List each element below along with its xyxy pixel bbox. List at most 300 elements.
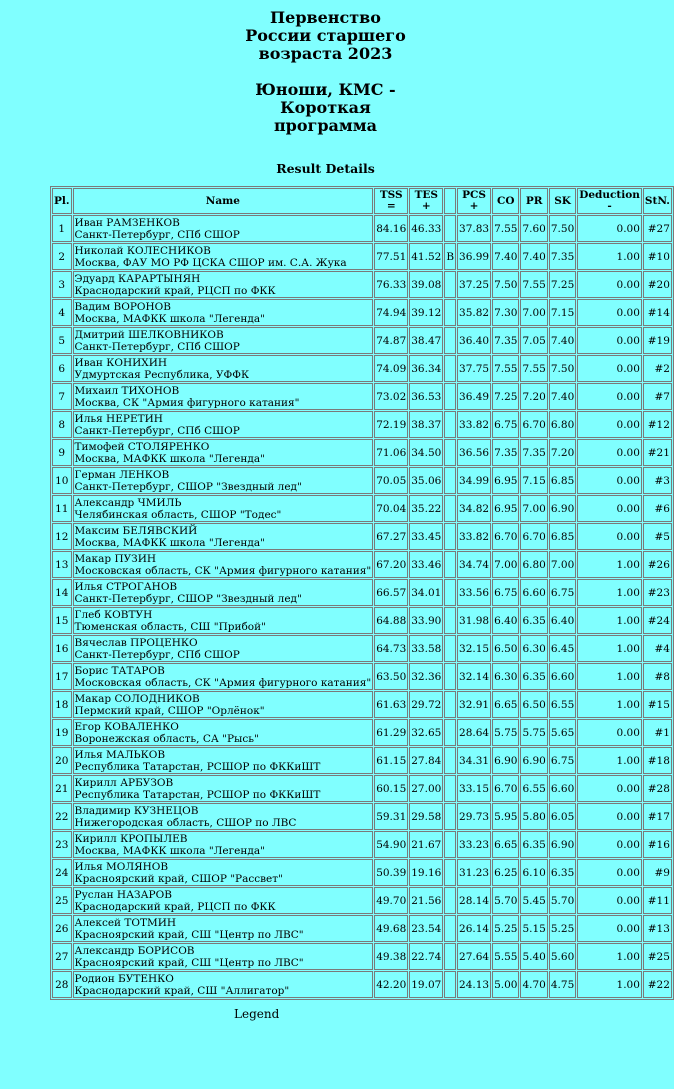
pcs-cell: 36.99 <box>457 243 491 270</box>
name-cell <box>73 327 374 354</box>
flag-cell <box>444 607 456 634</box>
name-cell <box>73 299 374 326</box>
skater-name[interactable]: Александр БОРИСОВ <box>74 944 195 957</box>
skater-name[interactable]: Руслан НАЗАРОВ <box>74 888 172 901</box>
skater-name[interactable]: Илья МОЛЯНОВ <box>74 860 169 873</box>
skater-club: Воронежская область, СА "Рысь" <box>74 732 259 745</box>
tss-cell: 60.15 <box>374 775 408 802</box>
tes-cell: 33.58 <box>409 635 443 662</box>
deduction-cell: 0.00 <box>577 467 642 494</box>
tes-cell: 39.08 <box>409 271 443 298</box>
skater-name[interactable]: Кирилл КРОПЫЛЕВ <box>74 832 188 845</box>
deduction-cell: 0.00 <box>577 383 642 410</box>
pr-cell: 6.35 <box>520 831 547 858</box>
flag-cell <box>444 663 456 690</box>
start-number-cell: #2 <box>643 355 672 382</box>
deduction-cell: 1.00 <box>577 663 642 690</box>
skater-name[interactable]: Максим БЕЛЯВСКИЙ <box>74 524 198 537</box>
flag-cell <box>444 747 456 774</box>
skater-name[interactable]: Михаил ТИХОНОВ <box>74 384 180 397</box>
tss-cell: 71.06 <box>374 439 408 466</box>
place-cell: 3 <box>52 271 72 298</box>
name-cell <box>73 411 374 438</box>
sk-cell: 7.25 <box>549 271 576 298</box>
table-row <box>52 495 672 522</box>
table-row <box>52 691 672 718</box>
co-cell: 5.55 <box>492 943 519 970</box>
skater-name[interactable]: Кирилл АРБУЗОВ <box>74 776 174 789</box>
header-sk: SK <box>549 188 576 214</box>
skater-club: Республика Татарстан, РСШОР по ФККиШТ <box>74 760 321 773</box>
tss-cell: 64.88 <box>374 607 408 634</box>
co-cell: 7.55 <box>492 215 519 242</box>
deduction-cell: 1.00 <box>577 971 642 998</box>
pr-cell: 7.55 <box>520 355 547 382</box>
start-number-cell: #14 <box>643 299 672 326</box>
sk-cell: 7.50 <box>549 355 576 382</box>
co-cell: 7.55 <box>492 355 519 382</box>
results-table <box>50 186 674 1000</box>
skater-name[interactable]: Илья СТРОГАНОВ <box>74 580 178 593</box>
tes-cell: 38.47 <box>409 327 443 354</box>
tes-cell: 33.46 <box>409 551 443 578</box>
deduction-cell: 0.00 <box>577 887 642 914</box>
skater-name[interactable]: Иван РАМЗЕНКОВ <box>74 216 180 229</box>
place-cell: 27 <box>52 943 72 970</box>
start-number-cell: #16 <box>643 831 672 858</box>
skater-club: Москва, СК "Армия фигурного катания" <box>74 396 300 409</box>
pr-cell: 7.40 <box>520 243 547 270</box>
skater-club: Москва, МАФКК школа "Легенда" <box>74 312 265 325</box>
sk-cell: 7.00 <box>549 551 576 578</box>
pcs-cell: 35.82 <box>457 299 491 326</box>
pr-cell: 5.15 <box>520 915 547 942</box>
pcs-cell: 34.99 <box>457 467 491 494</box>
header-stn: StN. <box>643 188 672 214</box>
header-pr: PR <box>520 188 547 214</box>
sk-cell: 4.75 <box>549 971 576 998</box>
skater-name[interactable]: Николай КОЛЕСНИКОВ <box>74 244 211 257</box>
flag-cell <box>444 775 456 802</box>
skater-name[interactable]: Егор КОВАЛЕНКО <box>74 720 179 733</box>
tss-cell: 50.39 <box>374 859 408 886</box>
tss-cell: 66.57 <box>374 579 408 606</box>
name-cell <box>73 803 374 830</box>
pcs-cell: 33.82 <box>457 523 491 550</box>
result-details-heading: Result Details <box>276 161 375 176</box>
deduction-cell: 0.00 <box>577 803 642 830</box>
table-row <box>52 915 672 942</box>
place-cell: 17 <box>52 663 72 690</box>
place-cell: 5 <box>52 327 72 354</box>
skater-name[interactable]: Дмитрий ШЕЛКОВНИКОВ <box>74 328 224 341</box>
name-cell <box>73 663 374 690</box>
tss-cell: 49.70 <box>374 887 408 914</box>
tes-cell: 29.58 <box>409 803 443 830</box>
name-cell <box>73 831 374 858</box>
pcs-cell: 28.14 <box>457 887 491 914</box>
co-cell: 6.65 <box>492 691 519 718</box>
tss-cell: 76.33 <box>374 271 408 298</box>
skater-name[interactable]: Александр ЧМИЛЬ <box>74 496 182 509</box>
table-row <box>52 887 672 914</box>
sk-cell: 7.40 <box>549 327 576 354</box>
pr-cell: 6.30 <box>520 635 547 662</box>
skater-name[interactable]: Владимир КУЗНЕЦОВ <box>74 804 199 817</box>
start-number-cell: #3 <box>643 467 672 494</box>
pr-cell: 6.10 <box>520 859 547 886</box>
deduction-cell: 0.00 <box>577 523 642 550</box>
tss-cell: 59.31 <box>374 803 408 830</box>
name-cell <box>73 495 374 522</box>
name-cell <box>73 691 374 718</box>
sk-cell: 6.85 <box>549 523 576 550</box>
place-cell: 8 <box>52 411 72 438</box>
start-number-cell: #20 <box>643 271 672 298</box>
tss-cell: 73.02 <box>374 383 408 410</box>
deduction-cell: 1.00 <box>577 551 642 578</box>
deduction-cell: 1.00 <box>577 691 642 718</box>
co-cell: 6.95 <box>492 467 519 494</box>
name-cell <box>73 215 374 242</box>
skater-club: Московская область, СК "Армия фигурного катания" <box>74 676 372 689</box>
deduction-cell: 0.00 <box>577 439 642 466</box>
tes-cell: 23.54 <box>409 915 443 942</box>
place-cell: 22 <box>52 803 72 830</box>
table-row <box>52 299 672 326</box>
start-number-cell: #19 <box>643 327 672 354</box>
table-row <box>52 831 672 858</box>
flag-cell <box>444 467 456 494</box>
sk-cell: 5.25 <box>549 915 576 942</box>
pcs-cell: 32.91 <box>457 691 491 718</box>
tes-cell: 19.16 <box>409 859 443 886</box>
sk-cell: 6.75 <box>549 579 576 606</box>
skater-name[interactable]: Макар ПУЗИН <box>74 552 157 565</box>
start-number-cell: #4 <box>643 635 672 662</box>
header-pl: Pl. <box>52 188 72 214</box>
deduction-cell: 0.00 <box>577 215 642 242</box>
start-number-cell: #27 <box>643 215 672 242</box>
tes-cell: 46.33 <box>409 215 443 242</box>
skater-name[interactable]: Вячеслав ПРОЦЕНКО <box>74 636 198 649</box>
pr-cell: 7.60 <box>520 215 547 242</box>
flag-cell <box>444 439 456 466</box>
table-row <box>52 243 672 270</box>
place-cell: 13 <box>52 551 72 578</box>
place-cell: 16 <box>52 635 72 662</box>
skater-name[interactable]: Борис ТАТАРОВ <box>74 664 165 677</box>
pcs-cell: 28.64 <box>457 719 491 746</box>
pcs-cell: 37.83 <box>457 215 491 242</box>
name-cell <box>73 887 374 914</box>
place-cell: 24 <box>52 859 72 886</box>
pr-cell: 7.00 <box>520 299 547 326</box>
pcs-cell: 33.56 <box>457 579 491 606</box>
place-cell: 1 <box>52 215 72 242</box>
sk-cell: 6.55 <box>549 691 576 718</box>
flag-cell <box>444 579 456 606</box>
pcs-cell: 34.82 <box>457 495 491 522</box>
co-cell: 6.90 <box>492 747 519 774</box>
skater-club: Пермский край, СШОР "Орлёнок" <box>74 704 265 717</box>
pcs-cell: 31.23 <box>457 859 491 886</box>
skater-club: Москва, МАФКК школа "Легенда" <box>74 844 265 857</box>
start-number-cell: #1 <box>643 719 672 746</box>
flag-cell <box>444 859 456 886</box>
skater-club: Московская область, СК "Армия фигурного катания" <box>74 564 372 577</box>
flag-cell <box>444 551 456 578</box>
place-cell: 11 <box>52 495 72 522</box>
table-row <box>52 775 672 802</box>
co-cell: 5.25 <box>492 915 519 942</box>
table-row <box>52 523 672 550</box>
tss-cell: 49.38 <box>374 943 408 970</box>
tss-cell: 61.63 <box>374 691 408 718</box>
sk-cell: 7.15 <box>549 299 576 326</box>
tes-cell: 19.07 <box>409 971 443 998</box>
flag-cell <box>444 523 456 550</box>
skater-club: Тюменская область, СШ "Прибой" <box>74 620 266 633</box>
header-row <box>52 188 672 214</box>
name-cell <box>73 719 374 746</box>
tss-cell: 67.20 <box>374 551 408 578</box>
tes-cell: 41.52 <box>409 243 443 270</box>
sk-cell: 6.80 <box>549 411 576 438</box>
name-cell <box>73 943 374 970</box>
flag-cell <box>444 495 456 522</box>
pr-cell: 7.35 <box>520 439 547 466</box>
tes-cell: 21.56 <box>409 887 443 914</box>
skater-club: Санкт-Петербург, СПб СШОР <box>74 648 240 661</box>
tes-cell: 32.36 <box>409 663 443 690</box>
co-cell: 5.00 <box>492 971 519 998</box>
pcs-cell: 27.64 <box>457 943 491 970</box>
tes-cell: 35.06 <box>409 467 443 494</box>
sk-cell: 6.40 <box>549 607 576 634</box>
name-cell <box>73 607 374 634</box>
flag-cell <box>444 271 456 298</box>
skater-name[interactable]: Илья НЕРЕТИН <box>74 412 163 425</box>
sk-cell: 5.70 <box>549 887 576 914</box>
table-row <box>52 747 672 774</box>
header-tes: TES + <box>409 188 443 214</box>
co-cell: 7.25 <box>492 383 519 410</box>
table-row <box>52 215 672 242</box>
tes-cell: 33.90 <box>409 607 443 634</box>
table-row <box>52 439 672 466</box>
flag-cell <box>444 299 456 326</box>
tes-cell: 34.50 <box>409 439 443 466</box>
tss-cell: 63.50 <box>374 663 408 690</box>
table-row <box>52 383 672 410</box>
tes-cell: 36.34 <box>409 355 443 382</box>
tss-cell: 74.09 <box>374 355 408 382</box>
sk-cell: 6.45 <box>549 635 576 662</box>
start-number-cell: #26 <box>643 551 672 578</box>
skater-name[interactable]: Илья МАЛЬКОВ <box>74 748 166 761</box>
deduction-cell: 1.00 <box>577 635 642 662</box>
tss-cell: 70.04 <box>374 495 408 522</box>
skater-name[interactable]: Вадим ВОРОНОВ <box>74 300 171 313</box>
table-row <box>52 411 672 438</box>
skater-club: Краснодарский край, РЦСП по ФКК <box>74 900 276 913</box>
flag-cell <box>444 355 456 382</box>
header-tss: TSS = <box>374 188 408 214</box>
co-cell: 6.70 <box>492 523 519 550</box>
pcs-cell: 32.14 <box>457 663 491 690</box>
name-cell <box>73 439 374 466</box>
start-number-cell: #15 <box>643 691 672 718</box>
pcs-cell: 33.23 <box>457 831 491 858</box>
flag-cell <box>444 635 456 662</box>
tes-cell: 21.67 <box>409 831 443 858</box>
pr-cell: 5.75 <box>520 719 547 746</box>
header-deduction: Deduction - <box>579 189 640 212</box>
deduction-cell: 1.00 <box>577 943 642 970</box>
pr-cell: 6.80 <box>520 551 547 578</box>
tss-cell: 77.51 <box>374 243 408 270</box>
skater-name[interactable]: Тимофей СТОЛЯРЕНКО <box>74 440 210 453</box>
co-cell: 7.00 <box>492 551 519 578</box>
place-cell: 12 <box>52 523 72 550</box>
tes-cell: 35.22 <box>409 495 443 522</box>
deduction-cell: 0.00 <box>577 327 642 354</box>
table-row <box>52 355 672 382</box>
pcs-cell: 34.31 <box>457 747 491 774</box>
co-cell: 7.40 <box>492 243 519 270</box>
skater-club: Санкт-Петербург, СПб СШОР <box>74 424 240 437</box>
skater-name[interactable]: Эдуард КАРАРТЫНЯН <box>74 272 201 285</box>
deduction-cell: 0.00 <box>577 411 642 438</box>
skater-club: Удмуртская Республика, УФФК <box>74 368 250 381</box>
name-cell <box>73 635 374 662</box>
pcs-cell: 33.82 <box>457 411 491 438</box>
results-body <box>52 215 672 998</box>
skater-club: Красноярский край, СШОР "Рассвет" <box>74 872 283 885</box>
deduction-cell: 0.00 <box>577 831 642 858</box>
skater-name[interactable]: Иван КОНИХИН <box>74 356 168 369</box>
start-number-cell: #23 <box>643 579 672 606</box>
tss-cell: 74.87 <box>374 327 408 354</box>
tss-cell: 67.27 <box>374 523 408 550</box>
name-cell <box>73 747 374 774</box>
start-number-cell: #21 <box>643 439 672 466</box>
table-row <box>52 551 672 578</box>
segment-title: Юноши, КМС - Короткая программа <box>255 80 396 135</box>
tss-cell: 74.94 <box>374 299 408 326</box>
co-cell: 6.50 <box>492 635 519 662</box>
place-cell: 28 <box>52 971 72 998</box>
flag-cell <box>444 215 456 242</box>
place-cell: 14 <box>52 579 72 606</box>
pr-cell: 7.00 <box>520 495 547 522</box>
pr-cell: 6.60 <box>520 579 547 606</box>
name-cell <box>73 355 374 382</box>
start-number-cell: #25 <box>643 943 672 970</box>
tes-cell: 34.01 <box>409 579 443 606</box>
pr-cell: 6.55 <box>520 775 547 802</box>
tes-cell: 36.53 <box>409 383 443 410</box>
name-cell <box>73 551 374 578</box>
tes-cell: 38.37 <box>409 411 443 438</box>
table-row <box>52 943 672 970</box>
pr-cell: 7.15 <box>520 467 547 494</box>
table-row <box>52 859 672 886</box>
table-row <box>52 971 672 998</box>
sk-cell: 6.05 <box>549 803 576 830</box>
pcs-cell: 36.56 <box>457 439 491 466</box>
table-row <box>52 663 672 690</box>
tss-cell: 61.29 <box>374 719 408 746</box>
skater-name[interactable]: Макар СОЛОДНИКОВ <box>74 692 200 705</box>
place-cell: 15 <box>52 607 72 634</box>
start-number-cell: #22 <box>643 971 672 998</box>
start-number-cell: #7 <box>643 383 672 410</box>
skater-club: Санкт-Петербург, СПб СШОР <box>74 340 240 353</box>
place-cell: 19 <box>52 719 72 746</box>
name-cell <box>73 915 374 942</box>
pr-cell: 7.55 <box>520 271 547 298</box>
tss-cell: 64.73 <box>374 635 408 662</box>
name-cell <box>73 383 374 410</box>
sk-cell: 6.60 <box>549 663 576 690</box>
flag-cell <box>444 887 456 914</box>
pr-cell: 6.35 <box>520 607 547 634</box>
pcs-cell: 31.98 <box>457 607 491 634</box>
name-cell <box>73 579 374 606</box>
start-number-cell: #11 <box>643 887 672 914</box>
place-cell: 6 <box>52 355 72 382</box>
sk-cell: 5.65 <box>549 719 576 746</box>
sk-cell: 7.20 <box>549 439 576 466</box>
pcs-cell: 37.25 <box>457 271 491 298</box>
skater-name[interactable]: Алексей ТОТМИН <box>74 916 177 929</box>
tss-cell: 61.15 <box>374 747 408 774</box>
sk-cell: 6.85 <box>549 467 576 494</box>
sk-cell: 7.50 <box>549 215 576 242</box>
co-cell: 6.75 <box>492 411 519 438</box>
table-row <box>52 327 672 354</box>
skater-club: Москва, МАФКК школа "Легенда" <box>74 452 265 465</box>
name-cell <box>73 467 374 494</box>
skater-name[interactable]: Родион БУТЕНКО <box>74 972 174 985</box>
flag-cell <box>444 327 456 354</box>
tes-cell: 33.45 <box>409 523 443 550</box>
skater-club: Санкт-Петербург, СШОР "Звездный лед" <box>74 592 302 605</box>
deduction-cell: 1.00 <box>577 607 642 634</box>
flag-cell <box>444 719 456 746</box>
deduction-cell: 0.00 <box>577 271 642 298</box>
skater-club: Санкт-Петербург, СШОР "Звездный лед" <box>74 480 302 493</box>
place-cell: 2 <box>52 243 72 270</box>
legend-link[interactable]: Legend <box>234 1007 280 1021</box>
name-cell <box>73 243 374 270</box>
skater-name[interactable]: Герман ЛЕНКОВ <box>74 468 170 481</box>
header-name: Name <box>73 188 374 214</box>
start-number-cell: #17 <box>643 803 672 830</box>
pr-cell: 6.70 <box>520 523 547 550</box>
tss-cell: 42.20 <box>374 971 408 998</box>
deduction-cell: 0.00 <box>577 915 642 942</box>
co-cell: 6.40 <box>492 607 519 634</box>
pr-cell: 5.80 <box>520 803 547 830</box>
co-cell: 5.75 <box>492 719 519 746</box>
co-cell: 6.25 <box>492 859 519 886</box>
skater-name[interactable]: Глеб КОВТУН <box>74 608 153 621</box>
pcs-cell: 36.40 <box>457 327 491 354</box>
flag-cell <box>444 383 456 410</box>
